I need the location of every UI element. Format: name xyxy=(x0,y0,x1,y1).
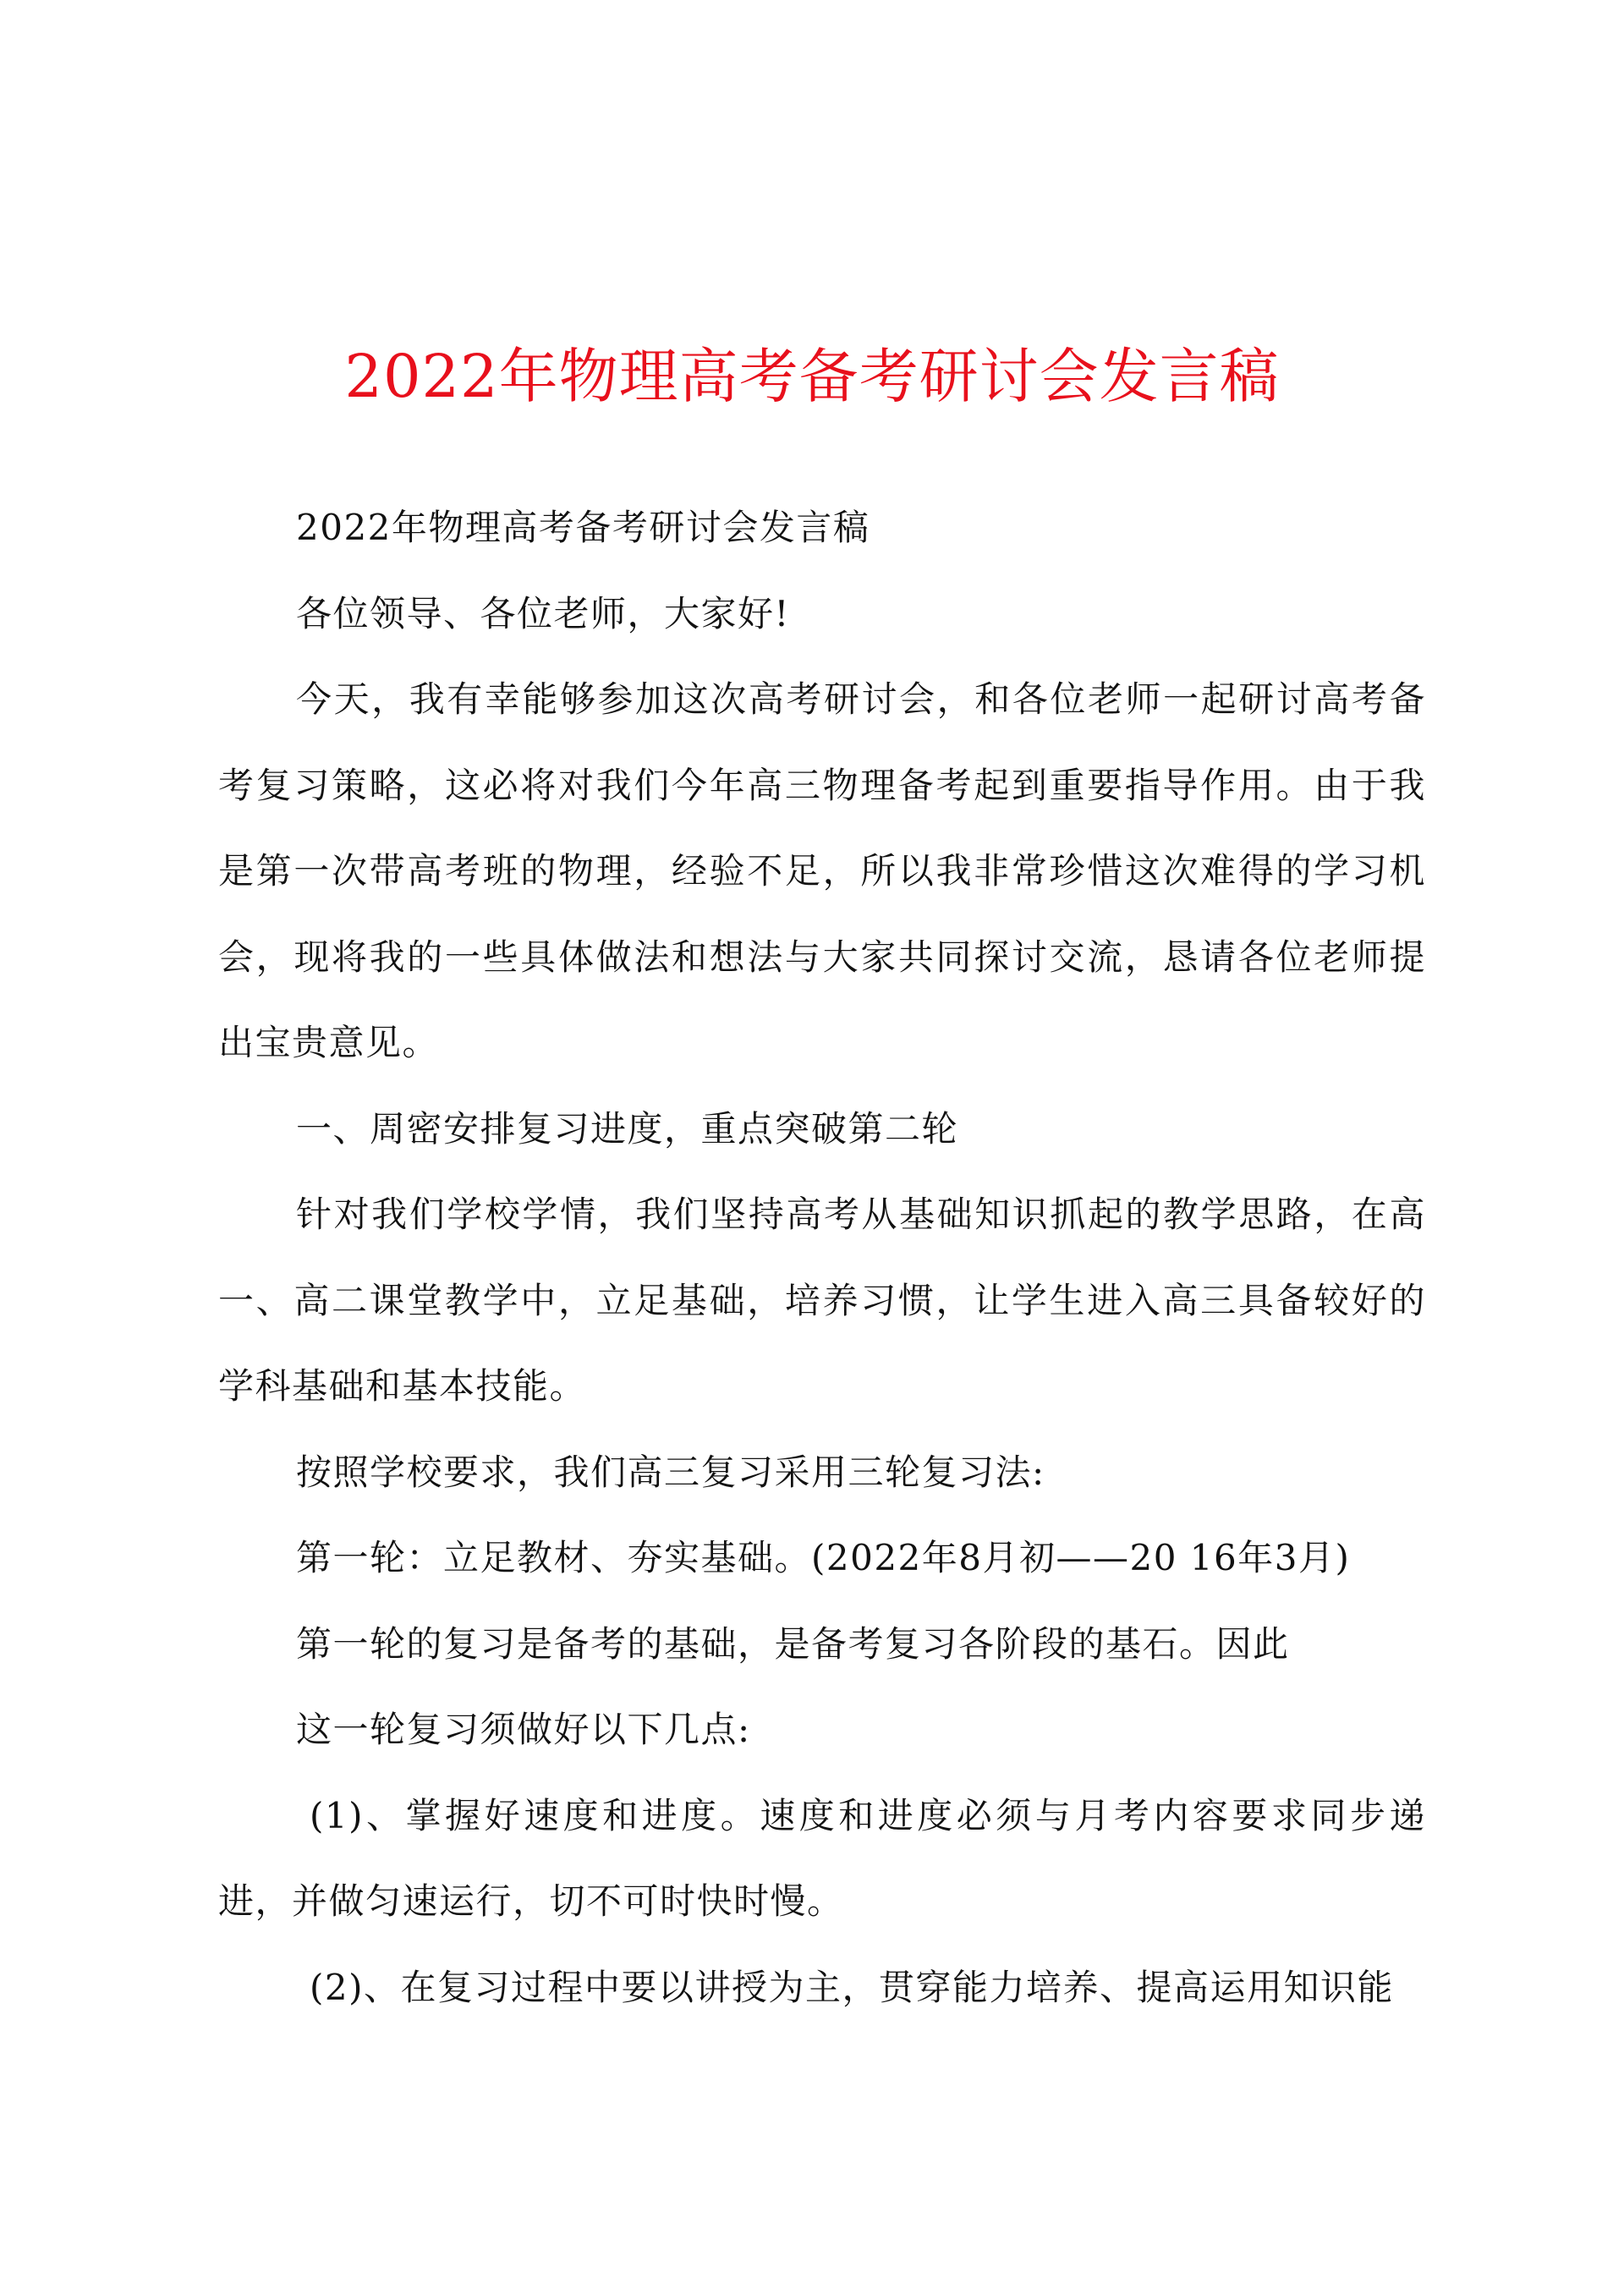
paragraph-section-heading: 一、周密安排复习进度，重点突破第二轮 xyxy=(296,1107,959,1150)
paragraph-greeting: 各位领导、各位老师，大家好! xyxy=(296,592,790,634)
paragraph-three-rounds: 按照学校要求，我们高三复习采用三轮复习法: xyxy=(296,1451,1045,1493)
paragraph-point-1: (1)、掌握好速度和进度。速度和进度必须与月考内容要求同步递进，并做匀速运行，切不可时快时慢。 xyxy=(218,1794,1426,1922)
document-body xyxy=(218,485,1426,2030)
paragraph-point-2: (2)、在复习过程中要以讲授为主，贯穿能力培养、提高运用知识能 xyxy=(310,1966,1394,2008)
document-title: 2022年物理高考备考研讨会发言稿 xyxy=(344,342,1280,411)
paragraph-round-one-points: 这一轮复习须做好以下几点: xyxy=(296,1709,751,1750)
paragraph-heading-repeat: 2022年物理高考备考研讨会发言稿 xyxy=(296,507,870,548)
paragraph-round-one: 第一轮：立足教材、夯实基础。(2022年8月初——20 16年3月) xyxy=(296,1537,1351,1578)
paragraph-round-one-basis: 第一轮的复习是备考的基础，是备考复习各阶段的基石。因此 xyxy=(296,1622,1290,1665)
paragraph-intro: 今天，我有幸能够参加这次高考研讨会，和各位老师一起研讨高考备考复习策略，这必将对我们今年高三物理备考起到重要指导作用。由于我是第一次带高考班的物理，经验不足，所以我非常珍惜这次难得的学习机会，现将我的一些具体做法和想法与大家共同探讨交流，恳请各位老师提出宝贵意见。 xyxy=(218,678,1426,1063)
paragraph-school-approach: 针对我们学校学情，我们坚持高考从基础知识抓起的教学思路，在高一、高二课堂教学中，立足基础，培养习惯，让学生进入高三具备较好的学科基础和基本技能。 xyxy=(218,1194,1426,1407)
